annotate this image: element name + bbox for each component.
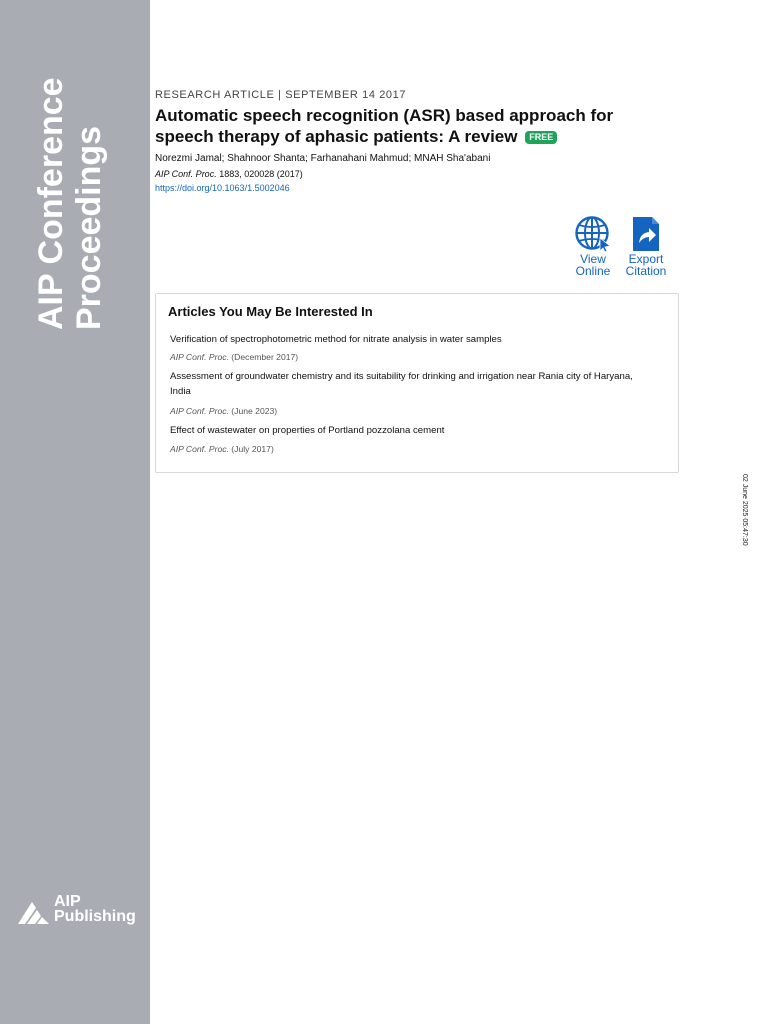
journal-title-line2: Proceedings [70, 125, 108, 330]
journal-abbrev: AIP Conf. Proc. [155, 169, 217, 179]
related-article-date: (December 2017) [231, 352, 299, 362]
related-article-journal: AIP Conf. Proc. [170, 444, 229, 454]
view-online-label-line1: View [580, 252, 606, 266]
publication-date: SEPTEMBER 14 2017 [285, 89, 407, 101]
download-timestamp: 02 June 2025 05:47:30 [741, 474, 748, 546]
citation-details: 1883, 020028 (2017) [219, 169, 303, 179]
related-article-title[interactable]: Assessment of groundwater chemistry and its suitability for drinking and irrigation near Rania city of Haryana, India [170, 371, 633, 397]
free-badge: FREE [525, 131, 557, 144]
journal-title [32, 40, 108, 330]
publisher-name [54, 894, 136, 924]
related-article-date: (June 2023) [231, 406, 278, 416]
doi-link[interactable]: https://doi.org/10.1063/1.5002046 [155, 183, 290, 193]
related-article-title[interactable]: Effect of wastewater on properties of Portland pozzolana cement [170, 425, 445, 436]
article-type: RESEARCH ARTICLE [155, 89, 275, 101]
publisher-name-line2: Publishing [54, 908, 136, 925]
related-article-journal: AIP Conf. Proc. [170, 352, 229, 362]
author-list[interactable]: Norezmi Jamal; Shahnoor Shanta; Farhanahani Mahmud; MNAH Sha'abani [155, 153, 491, 164]
related-articles-panel [155, 293, 679, 473]
publisher-logo-icon [18, 898, 50, 924]
related-article-source [170, 406, 277, 416]
publisher-name-line1: AIP [54, 893, 81, 910]
citation-line [155, 169, 303, 179]
related-article-date: (July 2017) [231, 444, 274, 454]
journal-sidebar [0, 0, 150, 1024]
export-citation-button[interactable] [621, 216, 671, 277]
publisher-logo[interactable] [18, 894, 140, 928]
related-article-journal: AIP Conf. Proc. [170, 406, 229, 416]
globe-icon [574, 216, 612, 252]
article-title [155, 105, 675, 147]
export-citation-label-line1: Export [628, 252, 664, 266]
journal-title-line1: AIP Conference [32, 77, 70, 330]
view-online-button[interactable] [568, 216, 618, 277]
view-online-label-line2: Online [575, 264, 611, 278]
meta-separator: | [278, 89, 282, 101]
related-articles-heading: Articles You May Be Interested In [168, 304, 373, 319]
related-article-source [170, 444, 274, 454]
article-meta [155, 89, 406, 101]
export-icon [631, 216, 661, 252]
related-article-title[interactable]: Verification of spectrophotometric method for nitrate analysis in water samples [170, 334, 502, 345]
export-citation-label-line2: Citation [625, 264, 667, 278]
article-title-text: Automatic speech recognition (ASR) based approach for speech therapy of aphasic patients: A review [155, 106, 614, 146]
related-article-source [170, 352, 298, 362]
